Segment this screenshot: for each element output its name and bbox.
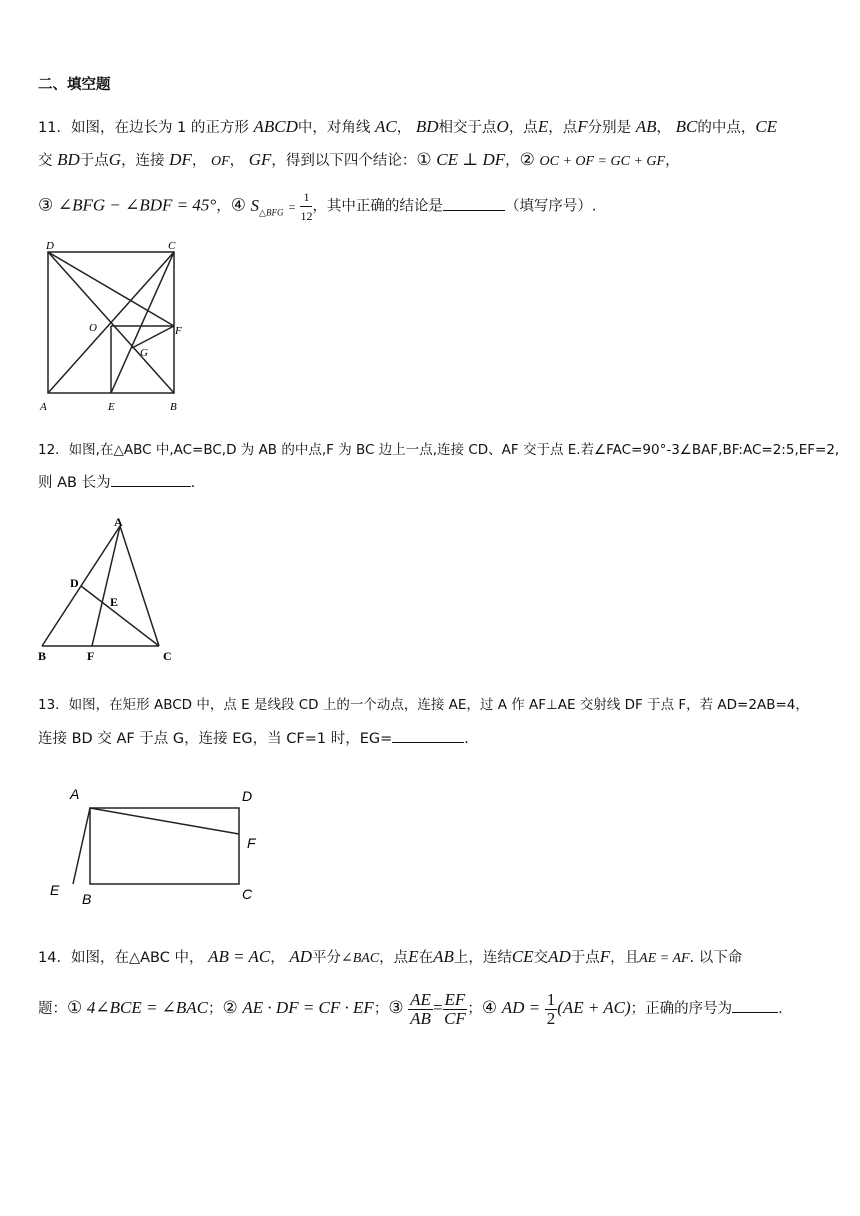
q14-line-1: 14．如图，在△ABC 中， AB = AC， AD平分∠BAC，点E在AB上，连结CE交AD于点F，且AE = AF. 以下命	[38, 947, 743, 966]
circle-3: ③	[388, 998, 404, 1018]
circle-2: ②	[222, 998, 238, 1018]
figure-q13-rectangle	[44, 783, 274, 911]
circle-1: ①	[416, 150, 432, 170]
math-F: F	[599, 947, 611, 966]
math-AB-eq-AC: AB = AC	[208, 947, 271, 966]
math-OF: OF	[210, 154, 230, 169]
label-D: D	[242, 788, 253, 804]
q11-line-1: 11．如图，在边长为 1 的正方形 ABCD中，对角线 AC， BD相交于点O，点E，点F分别是 AB， BC的中点，CE	[38, 117, 778, 136]
math-CE: CE	[755, 117, 778, 136]
math-DF: DF	[169, 150, 192, 169]
figure-q12-triangle	[32, 512, 192, 670]
conclusion-1: CE ⊥ DF	[436, 150, 506, 169]
q13-line-1: 13．如图，在矩形 ABCD 中，点 E 是线段 CD 上的一个动点，连接 AE，过 A 作 AF⊥AE 交射线 DF 于点 F，若 AD=2AB=4，	[38, 697, 809, 713]
label-B: B	[38, 649, 47, 663]
math-BD: BD	[415, 117, 439, 136]
label-D: D	[46, 240, 54, 252]
math-BC: BC	[675, 117, 698, 136]
answer-blank-12[interactable]	[111, 472, 191, 487]
math-F: F	[577, 117, 588, 136]
math-O: O	[496, 117, 509, 136]
q13-line-2: 连接 BD 交 AF 于点 G，连接 EG，当 CF=1 时，EG= .	[38, 728, 469, 749]
answer-blank-14[interactable]	[732, 998, 778, 1013]
label-C: C	[242, 886, 253, 902]
math-E: E	[408, 947, 419, 966]
answer-blank-13[interactable]	[392, 728, 464, 743]
conclusion-2: OC + OF = GC + GF	[539, 154, 666, 169]
math-ABCD: ABCD	[253, 117, 298, 136]
circle-4: ④	[481, 998, 498, 1018]
math-AD: AD	[289, 947, 312, 966]
math-CE: CE	[511, 947, 534, 966]
figure-q11-square	[36, 238, 196, 418]
math-G: G	[108, 150, 122, 169]
label-A: A	[70, 786, 80, 802]
q12-line-2: 则 AB 长为 .	[38, 472, 195, 493]
conclusion-3: ∠BFG − ∠BDF = 45°	[57, 195, 217, 215]
fraction-AE-AB: $\frac{AE}{AB}$	[410, 989, 431, 1028]
fraction-1-2: $\frac{1}{2}$	[546, 989, 556, 1028]
label-E: E	[50, 882, 60, 898]
math-GF: GF	[248, 150, 272, 169]
circle-4: ④	[230, 195, 246, 216]
q11-line-2: 交 BD于点G，连接 DF， OF， GF，得到以下四个结论：① CE ⊥ DF，② OC + OF = GC + GF，	[38, 150, 680, 170]
fraction-1-12: $\frac{1}{12}$	[300, 190, 313, 223]
q14-line-2: 题：① 4∠BCE = ∠BAC；② AE · DF = CF · EF；③ $\frac{AE}{AB}$ = $\frac{EF}{CF}$ ；④ AD = $\frac{1}{2}$ (AE + AC)；正确的序号为 .	[38, 989, 783, 1028]
q11-line-3: ③ ∠BFG − ∠BDF = 45°，④ $S_{\triangle BFG}$ = $\frac{1}{12}$ ，其中正确的结论是 （填写序号）.	[38, 190, 597, 223]
label-E: E	[110, 595, 119, 609]
math-angle-BAC: ∠BAC	[341, 951, 380, 966]
label-D: D	[70, 576, 79, 590]
proposition-4-lhs: AD =	[501, 998, 541, 1017]
label-O: O	[89, 322, 97, 334]
q12-line-1: 12．如图,在△ABC 中,AC=BC,D 为 AB 的中点,F 为 BC 边上一点,连接 CD、AF 交于点 E.若∠FAC=90°-3∠BAF,BF:AC=2:5,EF=2,	[38, 442, 840, 458]
circle-2: ②	[519, 150, 535, 170]
label-B: B	[170, 401, 177, 413]
proposition-2: AE · DF = CF · EF	[242, 998, 374, 1017]
math-AC: AC	[375, 117, 397, 136]
label-F: F	[87, 649, 95, 663]
proposition-4-rhs: (AE + AC)	[557, 998, 631, 1017]
circle-1: ①	[67, 998, 83, 1018]
label-C: C	[163, 649, 172, 663]
circle-3: ③	[38, 195, 54, 216]
label-A: A	[40, 401, 47, 413]
label-A: A	[114, 515, 123, 529]
label-G: G	[140, 347, 148, 359]
math-E: E	[537, 117, 549, 136]
proposition-1: 4∠BCE = ∠BAC	[86, 998, 209, 1017]
label-F: F	[247, 835, 256, 851]
label-B: B	[82, 891, 92, 907]
answer-blank-11[interactable]	[443, 196, 505, 211]
label-E: E	[108, 401, 115, 413]
math-AE-eq-AF: AE = AF	[639, 951, 690, 966]
label-F: F	[175, 325, 182, 337]
section-title: 二、填空题	[38, 77, 111, 93]
math-AB: AB	[635, 117, 657, 136]
math-AB: AB	[433, 947, 454, 966]
label-C: C	[168, 240, 176, 252]
fraction-EF-CF: $\frac{EF}{CF}$	[444, 989, 466, 1028]
conclusion-4-S: $S_{\triangle BFG}$ =	[250, 195, 296, 217]
